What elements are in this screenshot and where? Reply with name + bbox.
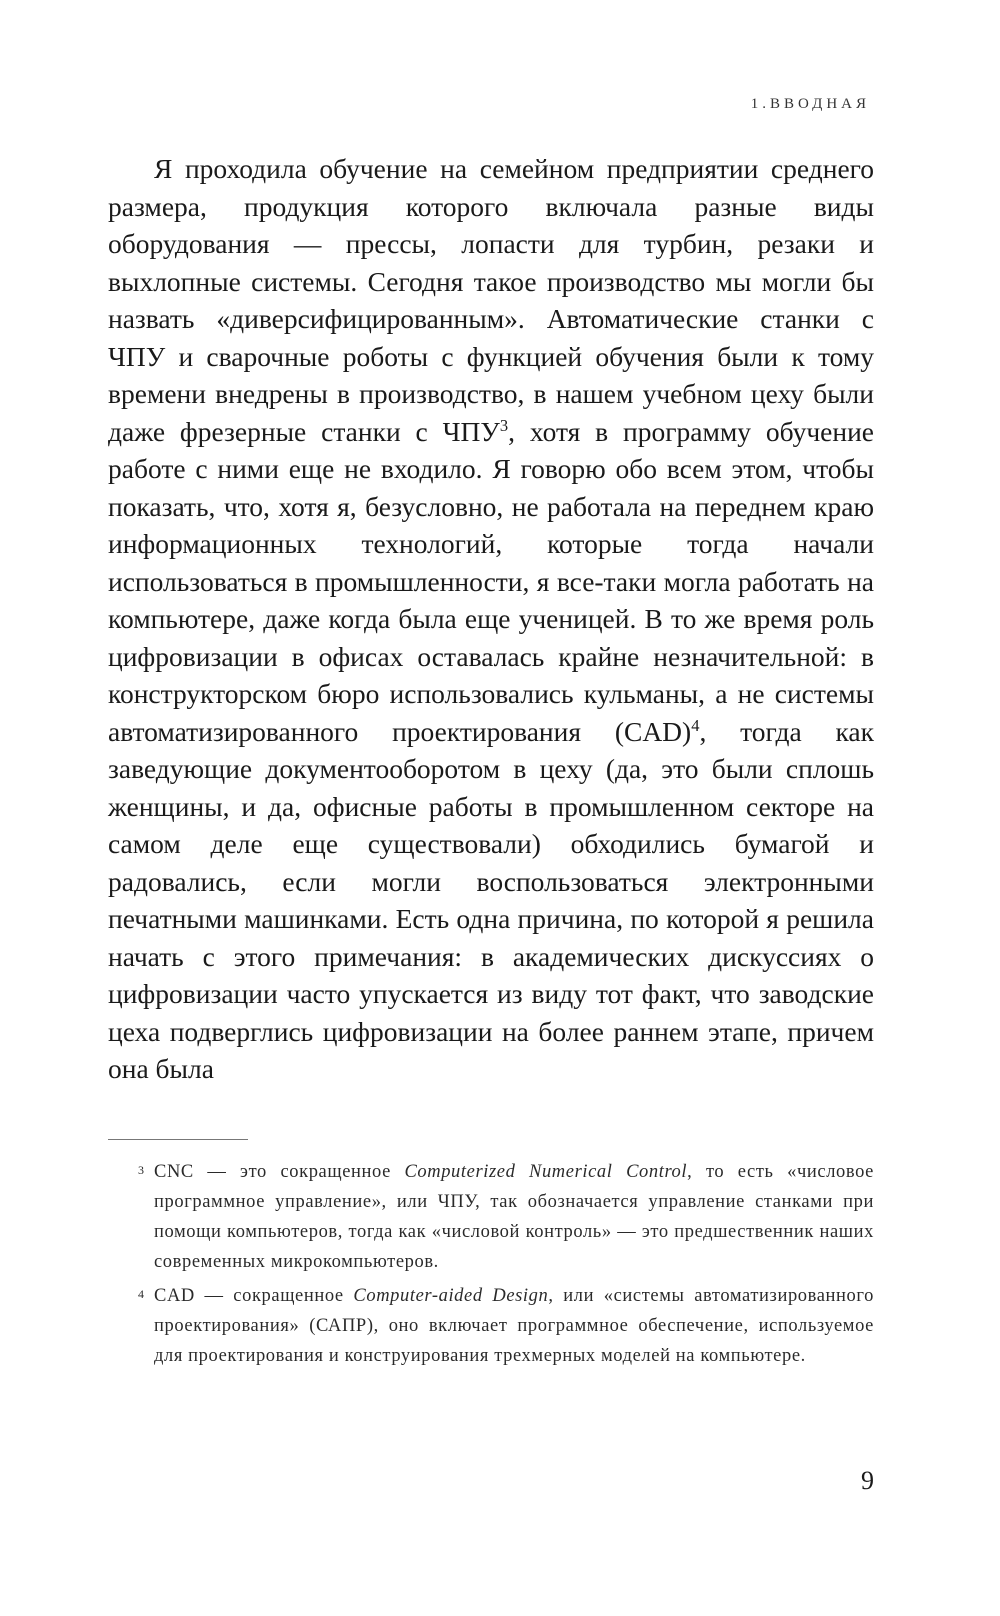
footnotes-section <box>108 1157 874 1375</box>
main-text-part-3: , тогда как заведующие документооборотом в цеху (да, это были сплошь женщины, и да, офисные работы в промышленном секторе на самом деле еще существовали) обходились бумагой и радовались, если могли воспользоваться электронными печатными машинками. Есть одна причина, по которой я решила начать с этого примечания: в академических дискуссиях о цифровизации часто упускается из виду тот факт, что заводские цеха подверглись цифровизации на более раннем этапе, причем она была <box>108 715 874 1084</box>
footnote-4 <box>108 1281 874 1371</box>
main-text-part-2: , хотя в программу обучение работе с ними еще не входило. Я говорю обо всем этом, чтобы показать, что, хотя я, безусловно, не работала на переднем краю информационных технологий, которые тогда начали использоваться в промышленности, я все-таки могла работать на компьютере, даже когда была еще ученицей. В то же время роль цифровизации в офисах оставалась крайне незначительной: в конструкторском бюро использовались кульманы, а не системы автоматизированного проектирования (CAD) <box>108 415 874 747</box>
running-head: 1.ВВОДНАЯ <box>750 96 870 112</box>
page-number: 9 <box>861 1466 874 1495</box>
footnote-3 <box>108 1157 874 1277</box>
footnote-text: CAD — сокращенное <box>154 1286 354 1306</box>
footnote-text: , то есть «числовое программное управление», или ЧПУ, так обозначается управление станками при помощи компьютеров, тогда как «числовой контроль» — это предшественник наших современных микрокомпьютеров. <box>154 1162 874 1272</box>
footnote-divider <box>108 1139 248 1140</box>
footnote-ref-3: 3 <box>499 415 509 435</box>
main-paragraph <box>108 150 874 1088</box>
footnote-text: CNC — это сокращенное <box>154 1162 405 1182</box>
footnote-text: , или «системы автоматизированного проектирования» (САПР), оно включает программное обеспечение, используемое для проектирования и конструирования трехмерных моделей на компьютере. <box>154 1286 874 1366</box>
footnote-mark: 4 <box>138 1287 145 1301</box>
footnote-ref-4: 4 <box>691 715 700 735</box>
footnote-term: Computerized Numerical Control <box>404 1162 688 1182</box>
footnote-term: Computer-aided Design <box>353 1286 549 1306</box>
main-text-part-1: Я проходила обучение на семейном предприятии среднего размера, продукция которого включала разные виды оборудования — прессы, лопасти для турбин, резаки и выхлопные системы. Сегодня такое производство мы могли бы назвать «диверсифицированным». Автоматические станки с ЧПУ и сварочные роботы с функцией обучения были к тому времени внедрены в производство, в нашем учебном цеху были даже фрезерные станки с ЧПУ <box>108 153 874 447</box>
footnote-mark: 3 <box>138 1163 145 1177</box>
